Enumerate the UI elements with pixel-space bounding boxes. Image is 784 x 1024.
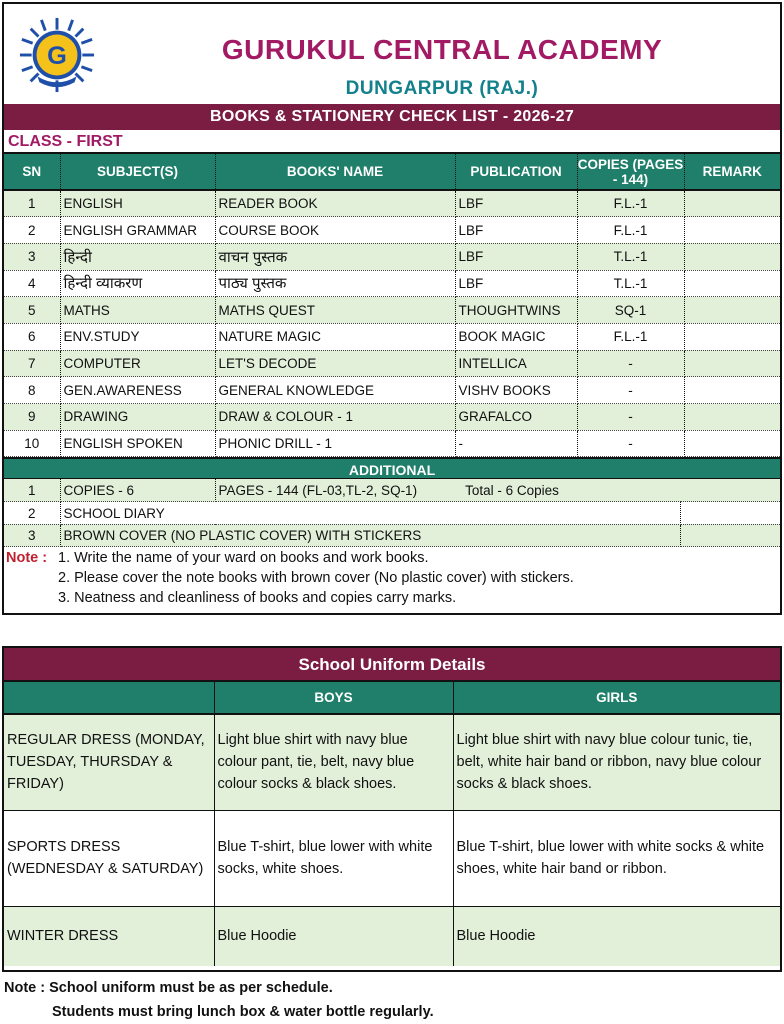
cell-item: COPIES - 6 xyxy=(60,479,215,502)
cell-subject: ENV.STUDY xyxy=(60,323,215,350)
cell-item: SCHOOL DIARY xyxy=(60,502,680,525)
additional-title: ADDITIONAL xyxy=(4,457,780,479)
col-remark: REMARK xyxy=(684,154,780,190)
uniform-note xyxy=(4,976,434,1024)
cell-remark xyxy=(684,323,780,350)
table-row xyxy=(4,430,780,457)
books-table xyxy=(4,154,780,457)
col-copies: COPIES (PAGES - 144) xyxy=(577,154,684,190)
checklist-title: BOOKS & STATIONERY CHECK LIST - 2026-27 xyxy=(4,104,780,130)
cell-sn: 3 xyxy=(4,524,60,547)
table-row xyxy=(4,524,780,547)
cell-sn: 2 xyxy=(4,217,60,244)
table-row xyxy=(4,323,780,350)
cell-copies: - xyxy=(577,350,684,377)
cell-publication: - xyxy=(455,430,577,457)
checklist-sheet xyxy=(2,2,782,615)
cell-copies: SQ-1 xyxy=(577,297,684,324)
notes xyxy=(4,547,780,608)
additional-table xyxy=(4,479,780,547)
table-row xyxy=(4,377,780,404)
cell-girls: Blue T-shirt, blue lower with white socks & white shoes, white hair band or ribbon. xyxy=(453,810,780,906)
note-item: 3. Neatness and cleanliness of books and copies carry marks. xyxy=(58,590,457,607)
cell-book: GENERAL KNOWLEDGE xyxy=(215,377,455,404)
cell-remark xyxy=(680,502,780,525)
uniform-header-row xyxy=(4,682,780,714)
cell-book: MATHS QUEST xyxy=(215,297,455,324)
table-row xyxy=(4,270,780,297)
cell-subject: ENGLISH SPOKEN xyxy=(60,430,215,457)
table-row xyxy=(4,479,780,502)
pages-total: Total - 6 Copies xyxy=(465,482,559,498)
cell-publication: LBF xyxy=(455,190,577,217)
cell-sn: 5 xyxy=(4,297,60,324)
cell-boys: Blue Hoodie xyxy=(214,906,453,966)
table-row xyxy=(4,350,780,377)
cell-subject: MATHS xyxy=(60,297,215,324)
cell-copies: F.L.-1 xyxy=(577,217,684,244)
cell-girls: Blue Hoodie xyxy=(453,906,780,966)
cell-remark xyxy=(684,243,780,270)
cell-remark xyxy=(684,190,780,217)
cell-boys: Light blue shirt with navy blue colour pant, tie, belt, navy blue colour socks & black shoes. xyxy=(214,714,453,810)
cell-copies: T.L.-1 xyxy=(577,270,684,297)
cell-sn: 10 xyxy=(4,430,60,457)
cell-remark xyxy=(684,270,780,297)
header xyxy=(4,4,780,104)
cell-publication: VISHV BOOKS xyxy=(455,377,577,404)
cell-remark xyxy=(684,350,780,377)
cell-copies: - xyxy=(577,404,684,431)
cell-subject: DRAWING xyxy=(60,404,215,431)
cell-publication: LBF xyxy=(455,243,577,270)
cell-book: READER BOOK xyxy=(215,190,455,217)
col-sn: SN xyxy=(4,154,60,190)
cell-subject: COMPUTER xyxy=(60,350,215,377)
cell-sn: 1 xyxy=(4,479,60,502)
col-girls: GIRLS xyxy=(453,682,780,714)
cell-girls: Light blue shirt with navy blue colour tunic, tie, belt, white hair band or ribbon, navy blue colour socks & black shoes. xyxy=(453,714,780,810)
uniform-note-line-2: Students must bring lunch box & water bottle regularly. xyxy=(52,1004,434,1020)
cell-sn: 9 xyxy=(4,404,60,431)
cell-remark xyxy=(684,404,780,431)
cell-book: PHONIC DRILL - 1 xyxy=(215,430,455,457)
cell-publication: BOOK MAGIC xyxy=(455,323,577,350)
cell-copies: T.L.-1 xyxy=(577,243,684,270)
cell-publication: LBF xyxy=(455,217,577,244)
cell-remark xyxy=(684,430,780,457)
cell-sn: 7 xyxy=(4,350,60,377)
cell-book: LET'S DECODE xyxy=(215,350,455,377)
uniform-note-line-1: Note : School uniform must be as per schedule. xyxy=(4,980,333,996)
pages-detail: PAGES - 144 (FL-03,TL-2, SQ-1) xyxy=(218,482,418,498)
cell-sn: 4 xyxy=(4,270,60,297)
cell-sn: 1 xyxy=(4,190,60,217)
cell-boys: Blue T-shirt, blue lower with white socks, white shoes. xyxy=(214,810,453,906)
cell-copies: - xyxy=(577,377,684,404)
cell-subject: ENGLISH GRAMMAR xyxy=(60,217,215,244)
col-subject: SUBJECT(S) xyxy=(60,154,215,190)
cell-item: BROWN COVER (NO PLASTIC COVER) WITH STICKERS xyxy=(60,524,680,547)
cell-sn: 3 xyxy=(4,243,60,270)
table-row xyxy=(4,190,780,217)
class-label: CLASS - FIRST xyxy=(4,130,780,154)
table-row xyxy=(4,217,780,244)
uniform-title: School Uniform Details xyxy=(4,648,780,682)
table-row xyxy=(4,906,780,966)
uniform-section xyxy=(2,646,782,972)
cell-sn: 2 xyxy=(4,502,60,525)
school-name: GURUKUL CENTRAL ACADEMY xyxy=(221,34,663,65)
school-logo xyxy=(18,16,96,94)
table-row xyxy=(4,243,780,270)
svg-text:G: G xyxy=(47,41,67,70)
cell-remark xyxy=(684,377,780,404)
cell-subject: हिन्दी व्याकरण xyxy=(60,270,215,297)
cell-book: NATURE MAGIC xyxy=(215,323,455,350)
cell-subject: ENGLISH xyxy=(60,190,215,217)
cell-copies: - xyxy=(577,430,684,457)
cell-subject: हिन्दी xyxy=(60,243,215,270)
cell-dress-type: WINTER DRESS xyxy=(4,906,214,966)
books-header-row xyxy=(4,154,780,190)
cell-copies: F.L.-1 xyxy=(577,323,684,350)
cell-publication: GRAFALCO xyxy=(455,404,577,431)
table-row xyxy=(4,297,780,324)
col-boys: BOYS xyxy=(214,682,453,714)
uniform-table xyxy=(4,682,780,966)
cell-dress-type: SPORTS DRESS (WEDNESDAY & SATURDAY) xyxy=(4,810,214,906)
cell-book: वाचन पुस्तक xyxy=(215,243,455,270)
cell-remark xyxy=(680,479,780,502)
cell-remark xyxy=(684,217,780,244)
table-row xyxy=(4,502,780,525)
cell-pages xyxy=(215,479,680,502)
cell-book: COURSE BOOK xyxy=(215,217,455,244)
cell-dress-type: REGULAR DRESS (MONDAY, TUESDAY, THURSDAY & FRIDAY) xyxy=(4,714,214,810)
col-books-name: BOOKS' NAME xyxy=(215,154,455,190)
cell-remark xyxy=(684,297,780,324)
cell-sn: 6 xyxy=(4,323,60,350)
table-row xyxy=(4,810,780,906)
table-row xyxy=(4,714,780,810)
cell-copies: F.L.-1 xyxy=(577,190,684,217)
note-item: 1. Write the name of your ward on books and work books. xyxy=(58,550,429,567)
cell-publication: LBF xyxy=(455,270,577,297)
cell-publication: THOUGHTWINS xyxy=(455,297,577,324)
col-dress-type xyxy=(4,682,214,714)
col-publication: PUBLICATION xyxy=(455,154,577,190)
cell-sn: 8 xyxy=(4,377,60,404)
note-item: 2. Please cover the note books with brown cover (No plastic cover) with stickers. xyxy=(58,570,574,587)
school-city: DUNGARPUR (RAJ.) xyxy=(345,78,539,99)
cell-remark xyxy=(680,524,780,547)
cell-subject: GEN.AWARENESS xyxy=(60,377,215,404)
table-row xyxy=(4,404,780,431)
cell-book: DRAW & COLOUR - 1 xyxy=(215,404,455,431)
cell-publication: INTELLICA xyxy=(455,350,577,377)
note-label: Note : xyxy=(6,550,48,567)
cell-book: पाठ्य पुस्तक xyxy=(215,270,455,297)
